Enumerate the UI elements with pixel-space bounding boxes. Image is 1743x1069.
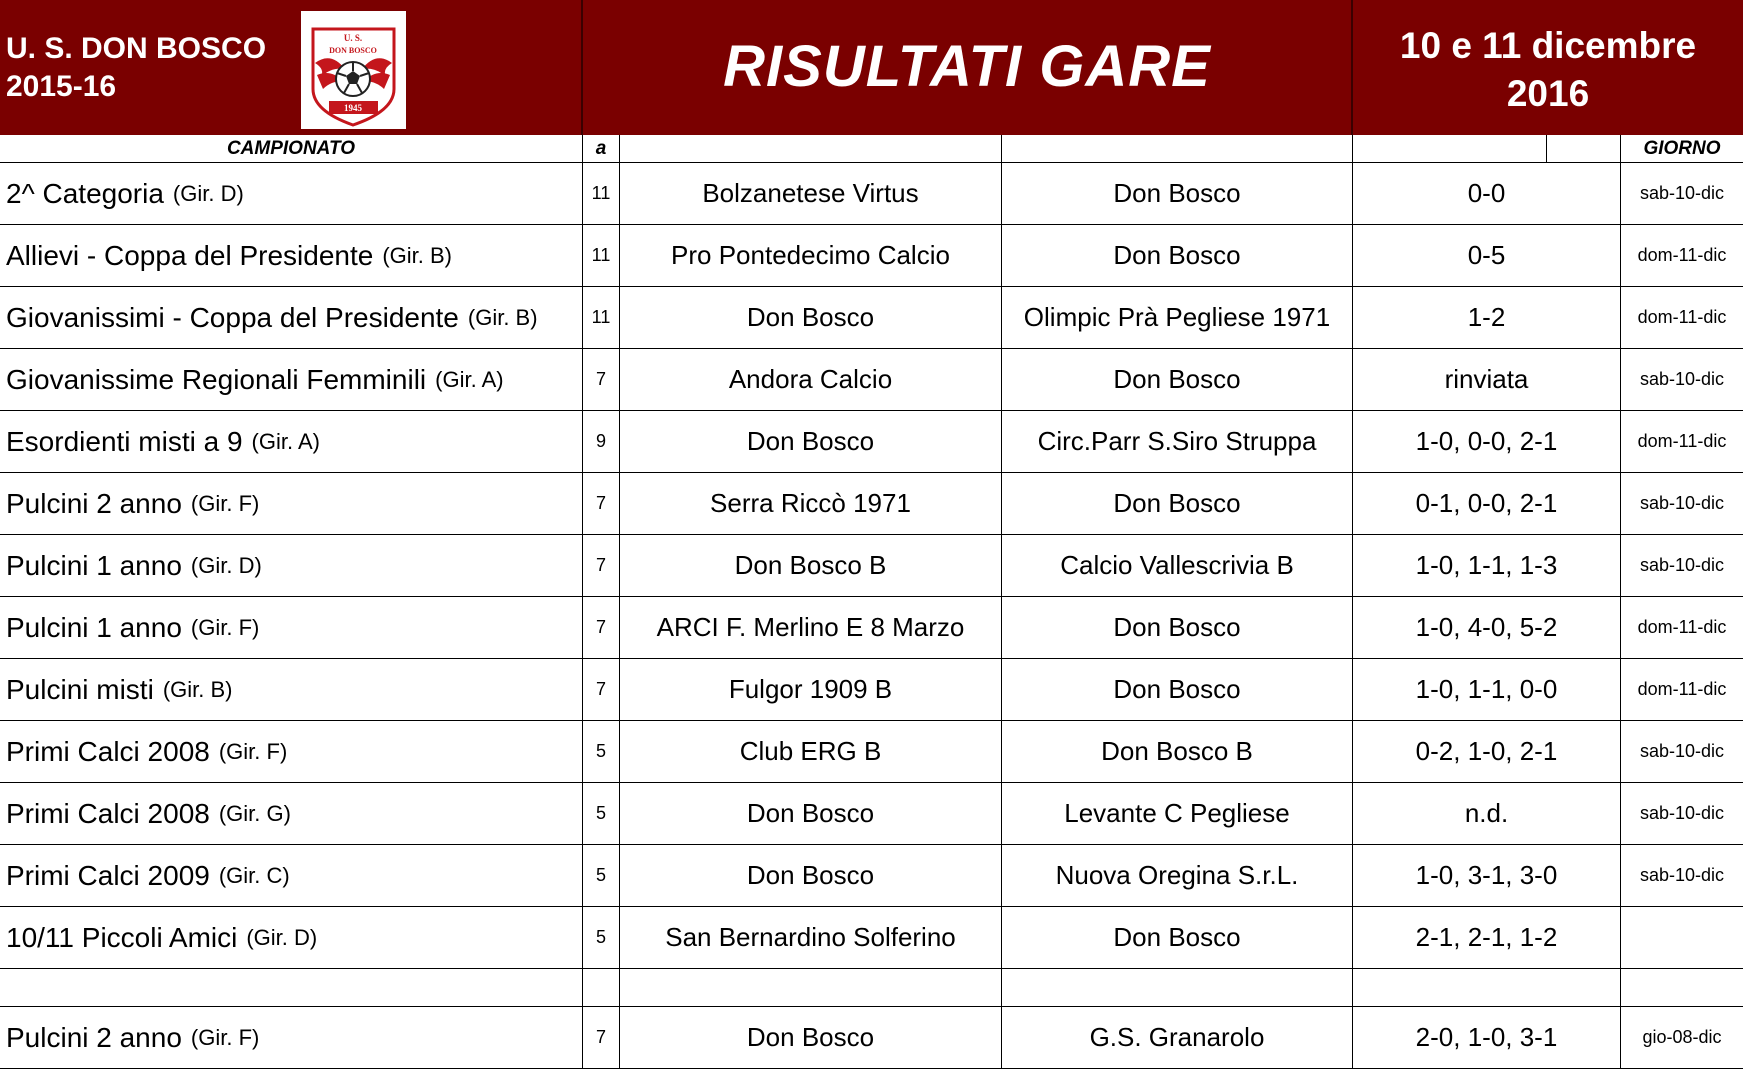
spacer-cell [620,969,1002,1006]
result-cell: 1-0, 4-0, 5-2 [1353,597,1621,658]
giornata-cell: 5 [583,845,620,906]
campionato-cell [0,225,583,286]
spacer-cell [1353,969,1621,1006]
home-team-cell: Pro Pontedecimo Calcio [620,225,1002,286]
logo-name-text: DON BOSCO [329,46,377,55]
away-team-cell: Calcio Vallescrivia B [1002,535,1353,596]
spacer-cell [583,969,620,1006]
home-team-cell: Don Bosco [620,1007,1002,1068]
home-team-cell: Don Bosco [620,411,1002,472]
giornata-cell: 11 [583,287,620,348]
girone-label: (Gir. F) [190,1024,260,1050]
result-cell: n.d. [1353,783,1621,844]
campionato-cell [0,287,583,348]
result-cell: 0-5 [1353,225,1621,286]
table-row [0,721,1743,783]
away-team-cell: Don Bosco [1002,163,1353,224]
home-team-cell: San Bernardino Solferino [620,907,1002,968]
giornata-cell: 7 [583,535,620,596]
campionato-cell [0,473,583,534]
match-day-cell: sab-10-dic [1639,493,1725,513]
match-day-cell: dom-11-dic [1637,245,1727,265]
table-row [0,225,1743,287]
result-cell: 0-1, 0-0, 2-1 [1353,473,1621,534]
away-team-cell: Nuova Oregina S.r.L. [1002,845,1353,906]
table-row [0,287,1743,349]
girone-label: (Gir. F) [190,490,260,516]
away-team-cell: Don Bosco [1002,473,1353,534]
match-day-cell: sab-10-dic [1639,183,1725,203]
home-team-cell: ARCI F. Merlino E 8 Marzo [620,597,1002,658]
match-day-cell: dom-11-dic [1637,431,1727,451]
title-cell [583,0,1353,135]
giornata-cell: 7 [583,659,620,720]
home-team-cell: Fulgor 1909 B [620,659,1002,720]
away-team-cell: Don Bosco B [1002,721,1353,782]
campionato-label: Pulcini 1 anno [6,611,182,643]
away-team-cell: Circ.Parr S.Siro Struppa [1002,411,1353,472]
table-row [0,783,1743,845]
campionato-label: Pulcini 1 anno [6,549,182,581]
spacer-cell [1621,969,1743,1006]
campionato-cell [0,411,583,472]
campionato-cell [0,659,583,720]
girone-label: (Gir. D) [190,552,262,578]
campionato-cell [0,907,583,968]
club-logo [301,11,406,129]
girone-label: (Gir. C) [218,862,290,888]
logo-year-text: 1945 [344,103,362,113]
home-team-cell: Don Bosco B [620,535,1002,596]
date-cell [1353,0,1743,135]
match-day-cell: dom-11-dic [1637,617,1727,637]
away-team-cell: Levante C Pegliese [1002,783,1353,844]
table-row [0,473,1743,535]
column-header-row [0,135,1743,163]
girone-label: (Gir. A) [435,366,504,392]
giornata-cell: 5 [583,907,620,968]
away-team-cell: Don Bosco [1002,225,1353,286]
giornata-cell: 11 [583,163,620,224]
giornata-cell: 11 [583,225,620,286]
campionato-label: Primi Calci 2008 [6,797,210,829]
girone-label: (Gir. G) [218,800,291,826]
campionato-cell [0,349,583,410]
match-day-cell: sab-10-dic [1639,803,1725,823]
result-cell: rinviata [1353,349,1621,410]
page-title: RISULTATI GARE [723,34,1211,99]
away-team-cell: Don Bosco [1002,349,1353,410]
campionato-label: Pulcini misti [6,673,154,705]
column-header-risultato [1353,135,1621,162]
table-row [0,597,1743,659]
campionato-cell [0,845,583,906]
result-cell: 1-0, 1-1, 1-3 [1353,535,1621,596]
column-header-giornata: a [583,135,620,162]
home-team-cell: Don Bosco [620,783,1002,844]
campionato-label: Esordienti misti a 9 [6,425,243,457]
campionato-label: 2^ Categoria [6,177,164,209]
column-header-divider [1546,135,1547,162]
girone-label: (Gir. B) [467,304,538,330]
match-day-cell: sab-10-dic [1639,741,1725,761]
match-day-cell: dom-11-dic [1637,307,1727,327]
away-team-cell: Don Bosco [1002,907,1353,968]
campionato-label: 10/11 Piccoli Amici [6,921,238,953]
match-day-cell: sab-10-dic [1639,369,1725,389]
event-date [1353,22,1743,118]
giornata-cell: 7 [583,349,620,410]
table-row [0,163,1743,225]
table-row [0,907,1743,969]
campionato-label: Primi Calci 2009 [6,859,210,891]
result-cell: 0-0 [1353,163,1621,224]
club-name [6,30,266,106]
home-team-cell: Don Bosco [620,287,1002,348]
club-cell [0,0,583,135]
match-day-cell: sab-10-dic [1639,865,1725,885]
campionato-cell [0,783,583,844]
campionato-cell [0,163,583,224]
table-row [0,349,1743,411]
match-day-cell: gio-08-dic [1642,1027,1722,1047]
spacer-row [0,969,1743,1007]
table-row [0,535,1743,597]
match-day-cell: dom-11-dic [1637,679,1727,699]
campionato-label: Allievi - Coppa del Presidente [6,239,374,271]
campionato-cell [0,597,583,658]
table-row [0,411,1743,473]
campionato-label: Pulcini 2 anno [6,1021,182,1053]
club-season: 2015-16 [6,70,117,103]
giornata-cell: 5 [583,783,620,844]
event-date-line1: 10 e 11 dicembre [1399,25,1697,66]
campionato-label: Primi Calci 2008 [6,735,210,767]
away-team-cell: G.S. Granarolo [1002,1007,1353,1068]
girone-label: (Gir. F) [218,738,288,764]
column-header-giorno: GIORNO [1643,137,1721,159]
giornata-cell: 7 [583,1007,620,1068]
event-date-line2: 2016 [1506,73,1590,114]
table-row [0,659,1743,721]
away-team-cell: Olimpic Prà Pegliese 1971 [1002,287,1353,348]
spacer-cell [0,969,583,1006]
club-name-line1: U. S. DON BOSCO [6,32,267,65]
column-header-campionato: CAMPIONATO [0,135,583,162]
result-cell: 1-2 [1353,287,1621,348]
campionato-label: Giovanissime Regionali Femminili [6,363,427,395]
result-cell: 0-2, 1-0, 2-1 [1353,721,1621,782]
campionato-cell [0,721,583,782]
result-cell: 1-0, 0-0, 2-1 [1353,411,1621,472]
home-team-cell: Club ERG B [620,721,1002,782]
girone-label: (Gir. B) [382,242,452,268]
match-day-cell [1621,907,1743,968]
giornata-cell: 7 [583,473,620,534]
extra-table-row [0,1007,1743,1069]
result-cell: 1-0, 1-1, 0-0 [1353,659,1621,720]
header-band [0,0,1743,135]
spacer-cell [1002,969,1353,1006]
campionato-label: Giovanissimi - Coppa del Presidente [6,301,459,333]
result-cell: 1-0, 3-1, 3-0 [1353,845,1621,906]
match-day-cell: sab-10-dic [1639,555,1725,575]
table-row [0,845,1743,907]
club-crest-icon [301,11,406,129]
column-header-casa [620,135,1002,162]
home-team-cell: Serra Riccò 1971 [620,473,1002,534]
giornata-cell: 7 [583,597,620,658]
result-cell: 2-1, 2-1, 1-2 [1353,907,1621,968]
campionato-label: Pulcini 2 anno [6,487,182,519]
girone-label: (Gir. B) [162,676,233,702]
column-header-ospite [1002,135,1353,162]
away-team-cell: Don Bosco [1002,597,1353,658]
home-team-cell: Andora Calcio [620,349,1002,410]
home-team-cell: Don Bosco [620,845,1002,906]
campionato-cell [0,535,583,596]
girone-label: (Gir. A) [251,428,320,454]
girone-label: (Gir. D) [172,180,244,206]
logo-top-text: U. S. [343,33,363,43]
away-team-cell: Don Bosco [1002,659,1353,720]
girone-label: (Gir. D) [246,924,318,950]
giornata-cell: 9 [583,411,620,472]
girone-label: (Gir. F) [190,614,260,640]
home-team-cell: Bolzanetese Virtus [620,163,1002,224]
result-cell: 2-0, 1-0, 3-1 [1353,1007,1621,1068]
campionato-cell [0,1007,583,1068]
giornata-cell: 5 [583,721,620,782]
